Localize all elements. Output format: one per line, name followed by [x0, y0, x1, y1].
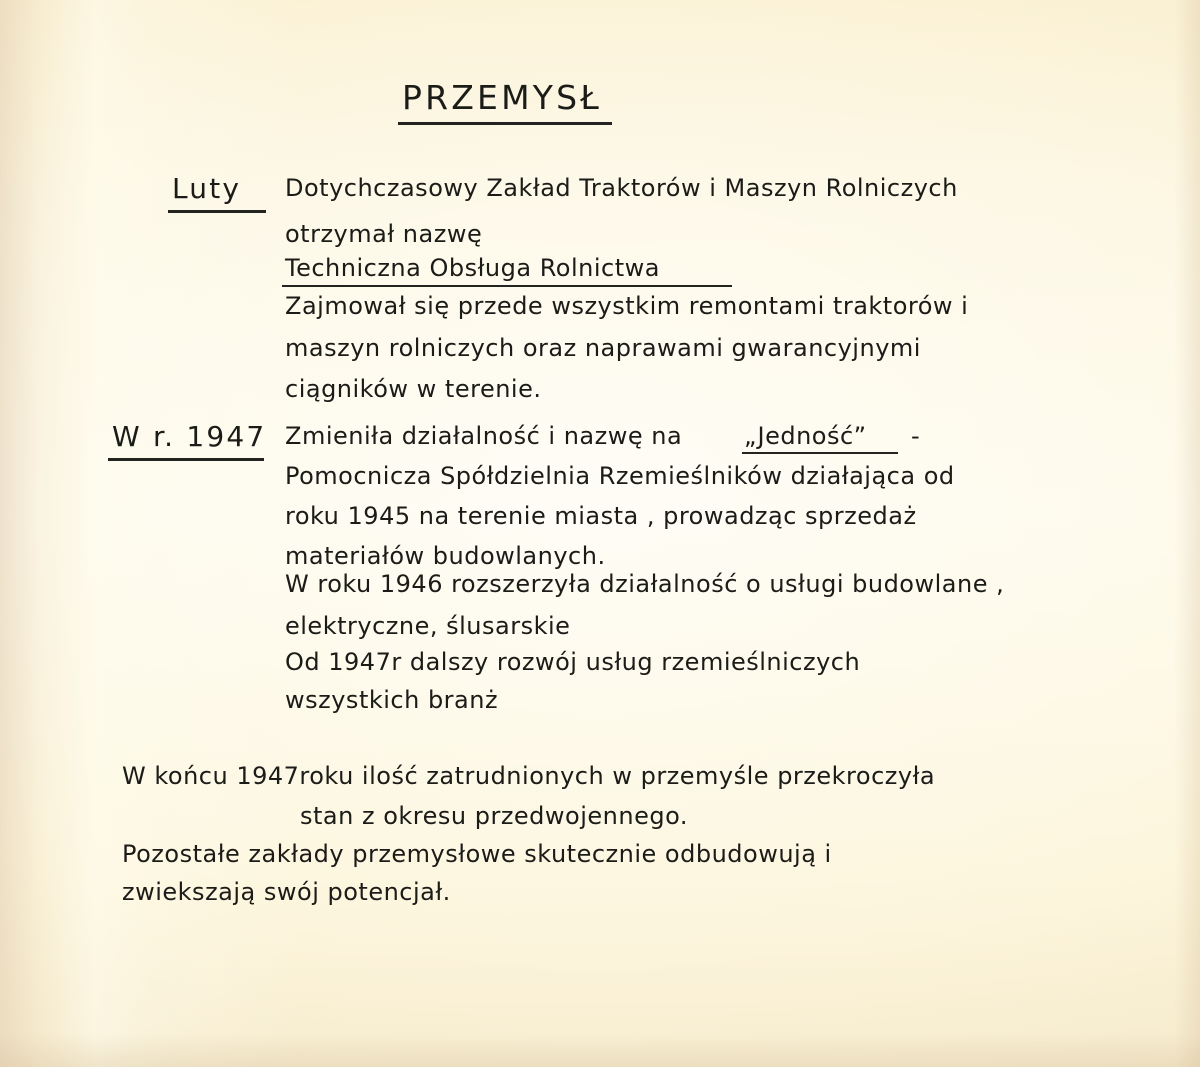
section-wr1947-line-3: roku 1945 na terenie miasta , prowadząc sprzedaż [285, 502, 917, 530]
section-marker-luty: Luty [172, 172, 242, 205]
page-title-underline [398, 122, 612, 125]
closing-line-3: Pozostałe zakłady przemysłowe skutecznie odbudowują i [122, 840, 832, 868]
section-wr1947-line-5: W roku 1946 rozszerzyła działalność o usługi budowlane , [285, 570, 1005, 598]
section-luty-line-5: maszyn rolniczych oraz naprawami gwarancyjnymi [285, 334, 921, 362]
page-title: PRZEMYSŁ [402, 78, 603, 117]
section-luty-line-4: Zajmował się przede wszystkim remontami traktorów i [285, 292, 969, 320]
section-luty-line-3: Techniczna Obsługa Rolnictwa [285, 254, 660, 282]
section-luty-line-1: Dotychczasowy Zakład Traktorów i Maszyn Rolniczych [285, 174, 958, 202]
section-marker-wr1947: W r. 1947 [112, 420, 267, 453]
section-luty-line-2: otrzymał nazwę [285, 220, 483, 248]
section-wr1947-line-4: materiałów budowlanych. [285, 542, 606, 570]
section-luty-line-6: ciągników w terenie. [285, 375, 542, 403]
section-wr1947-quoted-name-underline [742, 452, 898, 454]
closing-line-4: zwiekszają swój potencjał. [122, 878, 451, 906]
section-wr1947-line-6: elektryczne, ślusarskie [285, 612, 571, 640]
section-wr1947-line-1a: Zmieniła działalność i nazwę na [285, 422, 683, 450]
section-marker-luty-underline [168, 210, 266, 213]
section-wr1947-line-1c-dash: - [911, 422, 921, 450]
section-wr1947-line-2: Pomocnicza Spółdzielnia Rzemieślników działająca od [285, 462, 955, 490]
section-luty-line-3-underline [282, 285, 732, 287]
page-bottom-edge-shadow [0, 1033, 1200, 1067]
closing-line-2: stan z okresu przedwojennego. [300, 802, 688, 830]
section-wr1947-line-8: wszystkich branż [285, 686, 499, 714]
page-right-edge-shadow [1174, 0, 1200, 1067]
closing-line-1: W końcu 1947roku ilość zatrudnionych w przemyśle przekroczyła [122, 762, 936, 790]
section-wr1947-line-7: Od 1947r dalszy rozwój usług rzemieślniczych [285, 648, 861, 676]
section-wr1947-line-1b-quoted-name: „Jedność” [744, 422, 867, 450]
section-marker-wr1947-underline [108, 458, 264, 461]
